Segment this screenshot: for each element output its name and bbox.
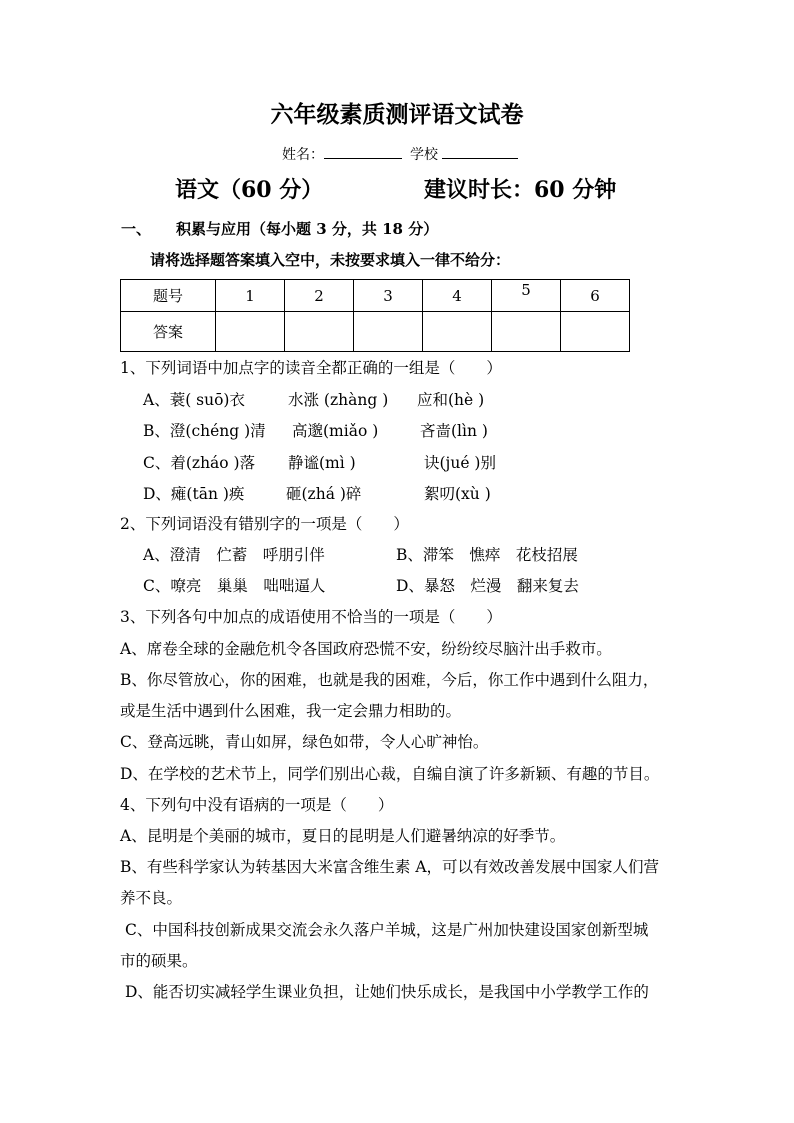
answer-table <box>120 279 630 352</box>
question-number-cell: 1 <box>216 280 285 312</box>
question-number-cell: 5 <box>492 280 561 312</box>
q3-option-d: D、在学校的艺术节上，同学们别出心裁，自编自演了许多新颖、有趣的节目。 <box>120 765 660 783</box>
q1-option-d-1: D、瘫(tān )痪 <box>143 485 245 503</box>
answer-cell[interactable] <box>561 312 630 352</box>
answer-cell[interactable] <box>423 312 492 352</box>
question-3-stem: 3、下列各句中加点的成语使用不恰当的一项是（ ） <box>120 608 502 626</box>
section-number: 一、 <box>121 220 152 238</box>
question-4-stem: 4、下列句中没有语病的一项是（ ） <box>120 796 394 814</box>
question-number-cell: 4 <box>423 280 492 312</box>
q3-option-c: C、登高远眺，青山如屏，绿色如带，令人心旷神怡。 <box>120 733 489 751</box>
q1-option-c-3: 诀(jué )别 <box>424 454 496 472</box>
answer-cell[interactable] <box>285 312 354 352</box>
q2-option-b: B、滞笨 憔瘁 花枝招展 <box>396 546 578 564</box>
question-1-stem: 1、下列词语中加点字的读音全都正确的一组是（ ） <box>120 359 502 377</box>
q1-option-b-2: 高邈(miǎo ) <box>292 422 379 440</box>
q2-option-c: C、嘹亮 巢巢 咄咄逼人 <box>143 577 326 595</box>
q4-option-c-line2: 市的硕果。 <box>120 952 198 970</box>
q1-option-c-2: 静谧(mì ) <box>288 454 356 472</box>
table-header-label: 题号 <box>121 280 216 312</box>
name-blank[interactable] <box>324 144 402 159</box>
q1-option-c-1: C、着(zháo )落 <box>143 454 256 472</box>
suggested-time: 建议时长：60 分钟 <box>424 177 617 203</box>
question-number-cell: 6 <box>561 280 630 312</box>
answer-cell[interactable] <box>216 312 285 352</box>
q4-option-c-line1: C、中国科技创新成果交流会永久落户羊城，这是广州加快建设国家创新型城 <box>125 921 649 939</box>
q4-option-b-line1: B、有些科学家认为转基因大米富含维生素 A，可以有效改善发展中国家人们营 <box>120 858 660 876</box>
answer-row-label: 答案 <box>121 312 216 352</box>
q1-option-a-1: A、蓑( suō)衣 <box>143 391 245 409</box>
instruction: 请将选择题答案填入空中，未按要求填入一律不给分： <box>150 251 511 269</box>
name-label: 姓名： <box>282 147 324 163</box>
school-label: 学校 <box>410 147 438 163</box>
q1-option-d-3: 絮叨(xù ) <box>424 485 491 503</box>
q1-option-a-3: 应和(hè ) <box>417 391 485 409</box>
section-title: 积累与应用（每小题 3 分，共 18 分） <box>176 220 439 238</box>
answer-cell[interactable] <box>492 312 561 352</box>
question-number-cell: 3 <box>354 280 423 312</box>
subject-duration: 语文（60 分） <box>175 177 324 203</box>
answer-cell[interactable] <box>354 312 423 352</box>
q1-option-d-2: 砸(zhá )碎 <box>286 485 362 503</box>
q1-option-a-2: 水涨 (zhàng ) <box>288 391 389 409</box>
school-blank[interactable] <box>442 144 518 159</box>
q4-option-b-line2: 养不良。 <box>120 889 183 907</box>
q2-option-a: A、澄清 伫蓄 呼朋引伴 <box>143 546 325 564</box>
q4-option-a: A、昆明是个美丽的城市，夏日的昆明是人们避暑纳凉的好季节。 <box>120 827 566 845</box>
question-2-stem: 2、下列词语没有错别字的一项是（ ） <box>120 515 409 533</box>
student-info-line <box>282 144 518 164</box>
q1-option-b-3: 吝啬(lìn ) <box>420 422 488 440</box>
q2-option-d: D、暴怒 烂漫 翻来复去 <box>396 577 579 595</box>
question-number-cell: 2 <box>285 280 354 312</box>
exam-title: 六年级素质测评语文试卷 <box>270 101 524 128</box>
q4-option-d-line1: D、能否切实减轻学生课业负担，让她们快乐成长，是我国中小学教学工作的 <box>125 983 649 1001</box>
q3-option-b-line1: B、你尽管放心，你的困难，也就是我的困难，今后，你工作中遇到什么阻力， <box>120 671 659 689</box>
q3-option-a: A、席卷全球的金融危机令各国政府恐慌不安，纷纷绞尽脑汁出手救市。 <box>120 640 612 658</box>
q3-option-b-line2: 或是生活中遇到什么困难，我一定会鼎力相助的。 <box>120 702 462 720</box>
q1-option-b-1: B、澄(chéng )清 <box>143 422 266 440</box>
